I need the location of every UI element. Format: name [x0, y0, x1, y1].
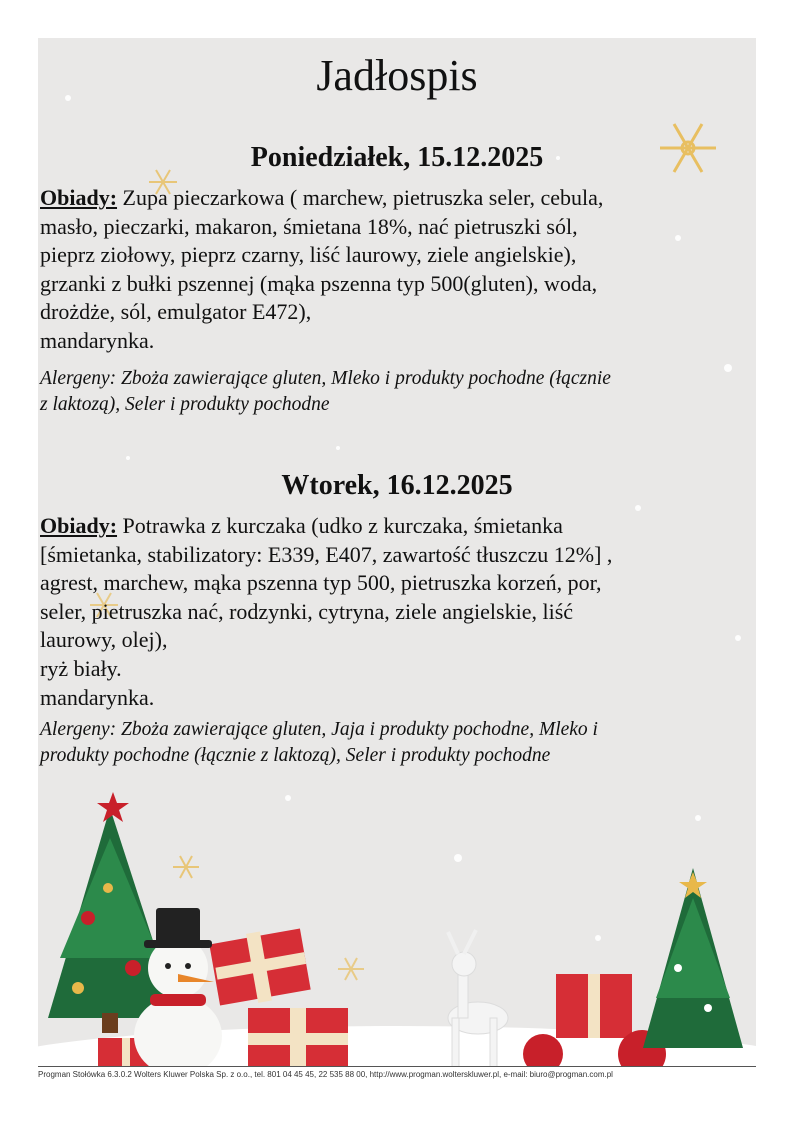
meal-description: Obiady: Zupa pieczarkowa ( marchew, pietruszka seler, cebula, masło, pieczarki, makaron, śmietana 18%, nać pietruszki sól, pieprz ziołowy, pieprz czarny, liść laurowy, ziele angielskie), grzanki z bułki pszennej (mąka pszenna typ 500(gluten), woda, drożdże, sól, emulgator E472), mandarynka. — [40, 185, 604, 353]
menu-sheet — [38, 38, 756, 1066]
day-heading: Poniedziałek, 15.12.2025 — [250, 142, 544, 173]
allergens-note: Alergeny: Zboża zawierające gluten, Mleko i produkty pochodne (łącznie z laktozą), Seler i produkty pochodne — [40, 368, 611, 415]
gift-box-icon — [248, 1008, 348, 1066]
gift-box-icon — [556, 974, 632, 1038]
meal-description: Obiady: Potrawka z kurczaka (udko z kurczaka, śmietanka [śmietanka, stabilizatory: E339, E407, zawartość tłuszczu 12%] , agrest, marchew, mąka pszenna typ 500, pietruszka korzeń, por, seler, pietruszka nać, rodzynki, cytryna, ziele angielskie, liść laurowy, olej), ryż biały. mandarynka. — [40, 513, 613, 710]
christmas-illustration — [38, 768, 756, 1066]
day-heading: Wtorek, 16.12.2025 — [281, 470, 513, 501]
meal-label: Obiady: — [40, 513, 118, 538]
page-title: Jadłospis — [316, 51, 478, 100]
allergens-note: Alergeny: Zboża zawierające gluten, Jaja i produkty pochodne, Mleko i produkty pochodne (łącznie z laktozą), Seler i produkty pochodne — [40, 719, 598, 766]
meal-label: Obiady: — [40, 185, 118, 210]
gift-box-icon — [209, 928, 310, 1005]
christmas-tree-icon — [643, 868, 743, 1048]
footer-text: Progman Stołówka 6.3.0.2 Wolters Kluwer Polska Sp. z o.o., tel. 801 04 45 45, 22 535 88 00, http://www.progman.wolterskluwer.pl, e-mail: biuro@progman.com.pl — [38, 1066, 756, 1079]
